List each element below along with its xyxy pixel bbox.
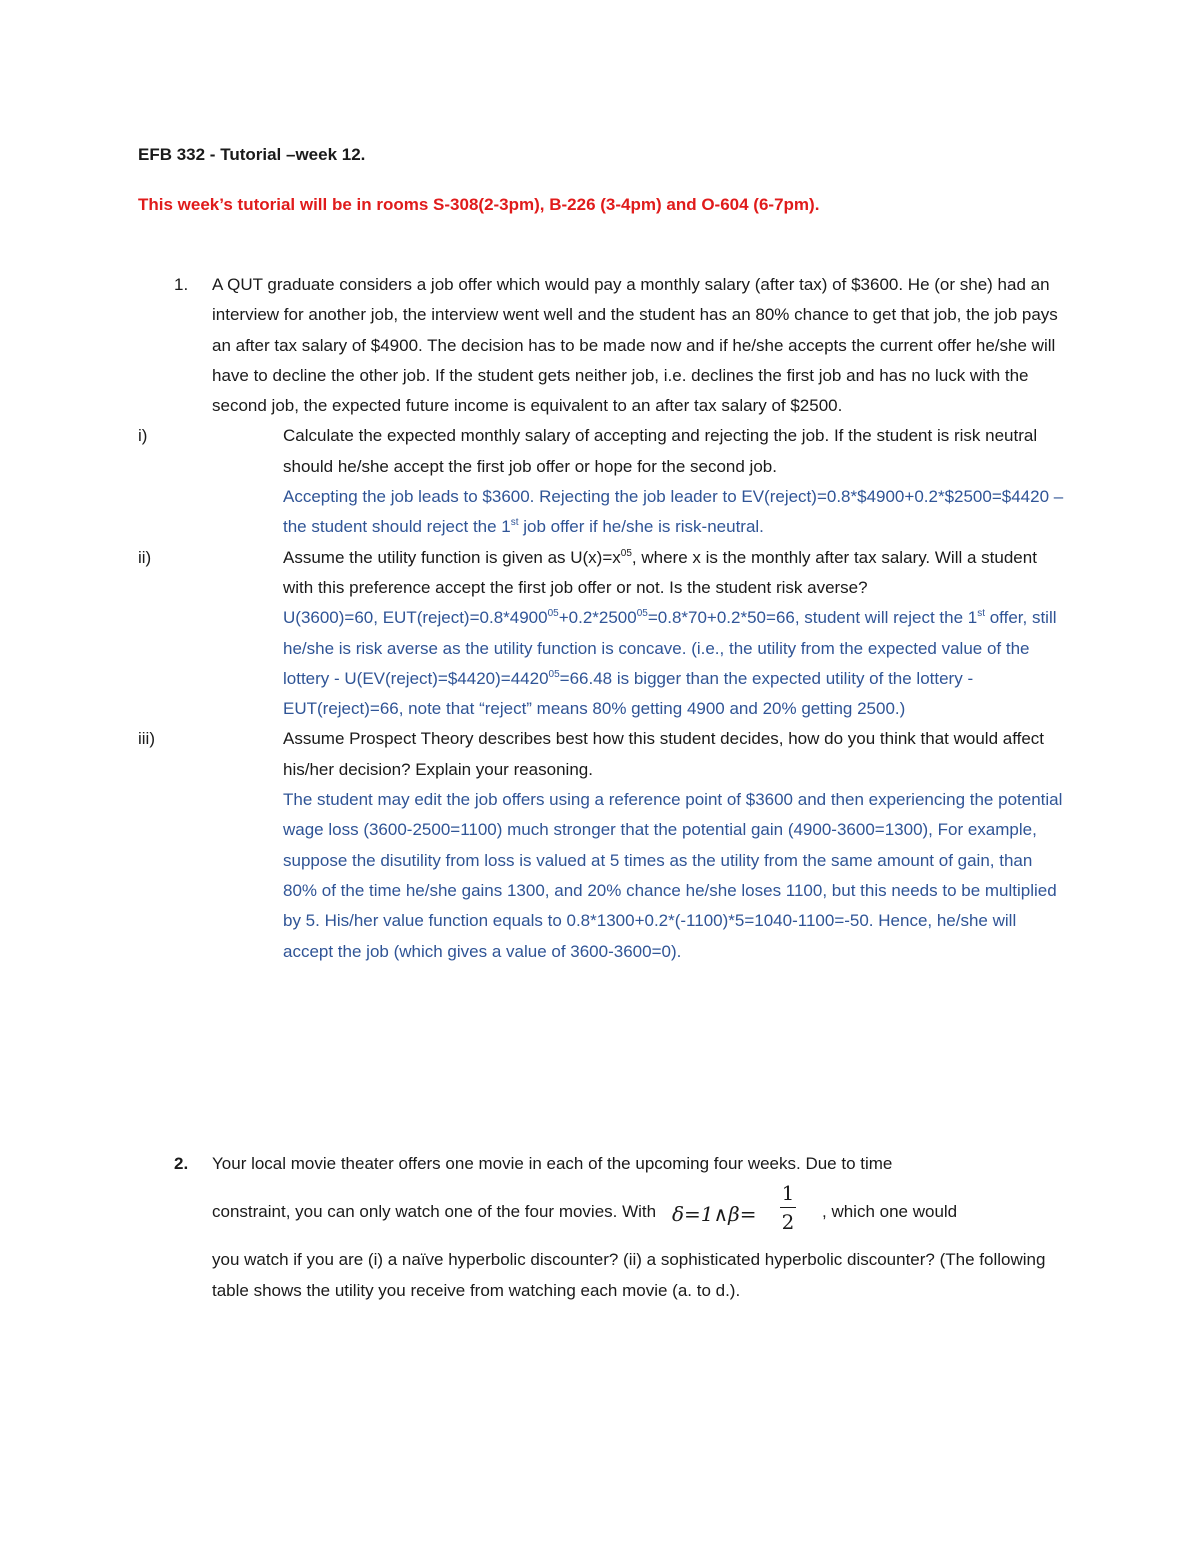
part-question: Calculate the expected monthly salary of accepting and rejecting the job. If the student is risk neutral should he/she accept the first job offer or hope for the second job. [283, 426, 1038, 476]
question-1 [138, 270, 1068, 967]
part-answer: U(3600)=60, $EUT(reject)=0.8*4900^{05}+0.2*2500^{05}=0.8*70+0.2*50=66$, student will reject the 1st offer, still he/she is risk averse as the utility function is concave. (i.e., the utility from the expected value of the lottery - $U(EV(reject)=\$4420)=4420^{05}=66.48$ is bigger than the expected utility of the lottery -EUT(reject)=66, note that “reject” means 80% getting 4900 and 20% getting 2500.) [283, 608, 1057, 719]
question-text-rest: you watch if you are (i) a naïve hyperbolic discounter? (ii) a sophisticated hyperbolic discounter? (The following table shows the utility you receive from watching each movie (a. to d.). [212, 1250, 1046, 1300]
discount-formula [672, 1181, 812, 1237]
question-text: A QUT graduate considers a job offer which would pay a monthly salary (after tax) of $3600. He (or she) had an interview for another job, the interview went well and the student has an 80% chance to get that job, the job pays an after tax salary of $4900. The decision has to be made now and if he/she accepts the current offer he/she will have to decline the other job. If the student gets neither job, i.e. declines the first job and has no luck with the second job, the expected future income is equivalent to an after tax salary of $2500. [212, 275, 1058, 416]
fraction-denominator: 2 [781, 1210, 795, 1235]
line2-left: constraint, you can only watch one of the four movies. With [212, 1202, 657, 1222]
part-iii [138, 724, 1068, 966]
part-answer: Accepting the job leads to $3600. Rejecting the job leader to EV(reject)=0.8*$4900+0.2*$2500=$4420 – the student should reject the 1st job offer if he/she is risk-neutral. [283, 487, 1064, 537]
part-label: i) [138, 426, 148, 446]
part-question: Assume the utility function is given as $U(x)=x^{05}$, where x is the monthly after tax salary. Will a student with this preference accept the first job offer or not. Is the student risk averse? [283, 547, 1037, 597]
formula-fraction [780, 1181, 796, 1234]
question-2 [138, 1149, 1068, 1306]
part-answer: The student may edit the job offers using a reference point of $3600 and then experiencing the potential wage loss (3600-2500=1100) much stronger that the potential gain (4900-3600=1300), For example, suppose the disutility from loss is valued at 5 times as the utility from the same amount of gain, than 80% of the time he/she gains 1300, and 20% chance he/she loses 1100, but this needs to be multiplied by 5. His/her value function equals to 0.8*1300+0.2*(-1100)*5=1040-1100=-50. Hence, he/she will accept the job (which gives a value of 3600-3600=0). [283, 790, 1063, 961]
question-text-line1: Your local movie theater offers one movie in each of the upcoming four weeks. Due to time [212, 1154, 893, 1173]
fraction-numerator: 1 [781, 1181, 795, 1206]
question-number: 1. [174, 275, 189, 294]
part-label: iii) [138, 729, 155, 749]
line2-right: , which one would [822, 1202, 958, 1222]
question-text-line2 [138, 1179, 1068, 1245]
page-title: EFB 332 - Tutorial –week 12. [138, 145, 366, 164]
question-number: 2. [174, 1154, 189, 1173]
part-i [138, 421, 1068, 542]
part-question: Assume Prospect Theory describes best how this student decides, how do you think that would affect his/her decision? Explain your reasoning. [283, 729, 1045, 779]
part-ii [138, 543, 1068, 725]
part-label: ii) [138, 547, 152, 567]
formula-lhs: δ=1∧β= [672, 1202, 757, 1227]
room-notice: This week’s tutorial will be in rooms S-308(2-3pm), B-226 (3-4pm) and O-604 (6-7pm). [138, 195, 820, 214]
fraction-bar [780, 1207, 796, 1208]
